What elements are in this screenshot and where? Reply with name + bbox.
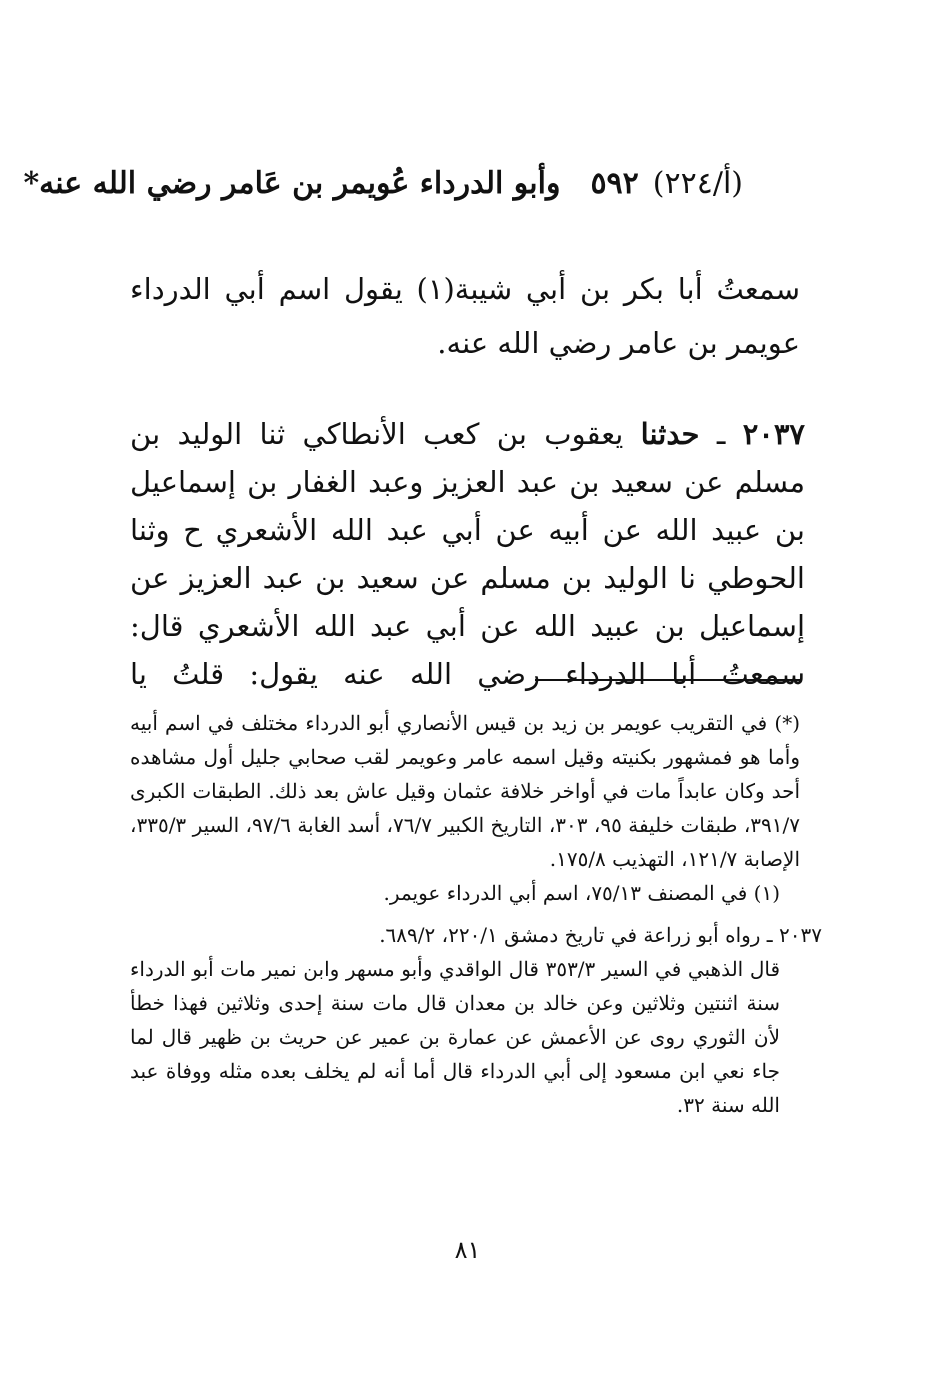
footnote-2037-head: ٢٠٣٧ ـ رواه أبو زراعة في تاريخ دمشق ٢٢٠/١، ٦٨٩/٢.	[379, 923, 822, 947]
hadith-text: يعقوب بن كعب الأنطاكي ثنا الوليد بن مسلم عن سعيد بن عبد العزيز وعبد الغفار بن إسماعيل بن عبيد الله عن أبيه عن أبي عبد الله الأشعري ح وثنا الحوطي نا الوليد بن مسلم عن سعيد بن عبد العزيز عن إسماعيل بن عبيد الله عن أبي عبد الله الأشعري قال: سمعتُ أبا الدرداء رضي الله عنه يقول: قلتُ يا	[130, 417, 805, 691]
page-number: ٨١	[454, 1236, 481, 1264]
hadith-lead: حدثنا	[640, 417, 700, 451]
footnote-separator	[535, 679, 800, 681]
intro-paragraph	[130, 262, 800, 370]
hadith-number: ٢٠٣٧	[742, 417, 805, 451]
heading-reference: (أ/٢٢٤)	[652, 166, 743, 201]
hadith-paragraph: ٢٠٣٧ ـ حدثنا يعقوب بن كعب الأنطاكي ثنا الوليد بن مسلم عن سعيد بن عبد العزيز وعبد الغفار بن إسماعيل بن عبيد الله عن أبيه عن أبي عبد الله الأشعري ح وثنا الحوطي نا الوليد بن مسلم عن سعيد بن عبد العزيز عن إسماعيل بن عبيد الله عن أبي عبد الله الأشعري قال: سمعتُ أبا الدرداء رضي الله عنه يقول: قلتُ يا	[130, 417, 805, 691]
biography-heading	[23, 158, 743, 210]
heading-entry-number: ٥٩٢	[590, 166, 639, 201]
footnote-star: (*) في التقريب عويمر بن زيد بن قيس الأنصاري أبو الدرداء مختلف في اسم أبيه وأما هو فمشهور بكنيته وقيل اسمه عامر وعويمر لقب صحابي جليل أول مشاهده أحد وكان عابداً مات في أواخر خلافة عثمان وقيل عاش بعد ذلك. الطبقات الكبرى ٣٩١/٧، طبقات خليفة ٩٥، ٣٠٣، التاريخ الكبير ٧٦/٧، أسد الغابة ٩٧/٦، السير ٣٣٥/٣، الإصابة ١٢١/٧، التهذيب ١٧٥/٨.	[130, 711, 800, 871]
intro-text: سمعتُ أبا بكر بن أبي شيبة(١) يقول اسم أبي الدرداء عويمر بن عامر رضي الله عنه.	[130, 272, 800, 360]
heading-title: وأبو الدرداء عُويمر بن عَامر رضي الله عنه*	[23, 166, 561, 201]
footnote-one: (١) في المصنف ٧٥/١٣، اسم أبي الدرداء عويمر.	[383, 881, 780, 905]
footnotes	[130, 706, 822, 1122]
footnote-2037-body: قال الذهبي في السير ٣٥٣/٣ قال الواقدي وأبو مسهر وابن نمير مات أبو الدرداء سنة اثنتين وثلاثين وعن خالد بن معدان قال مات سنة إحدى وثلاثين فهذا خطأ لأن الثوري روى عن الأعمش عن عمارة بن عمير عن حريث بن ظهير قال لما جاء نعي ابن مسعود إلى أبي الدرداء قال أما أنه لم يخلف بعده مثله ووفاة عبد الله سنة ٣٢.	[130, 957, 781, 1117]
